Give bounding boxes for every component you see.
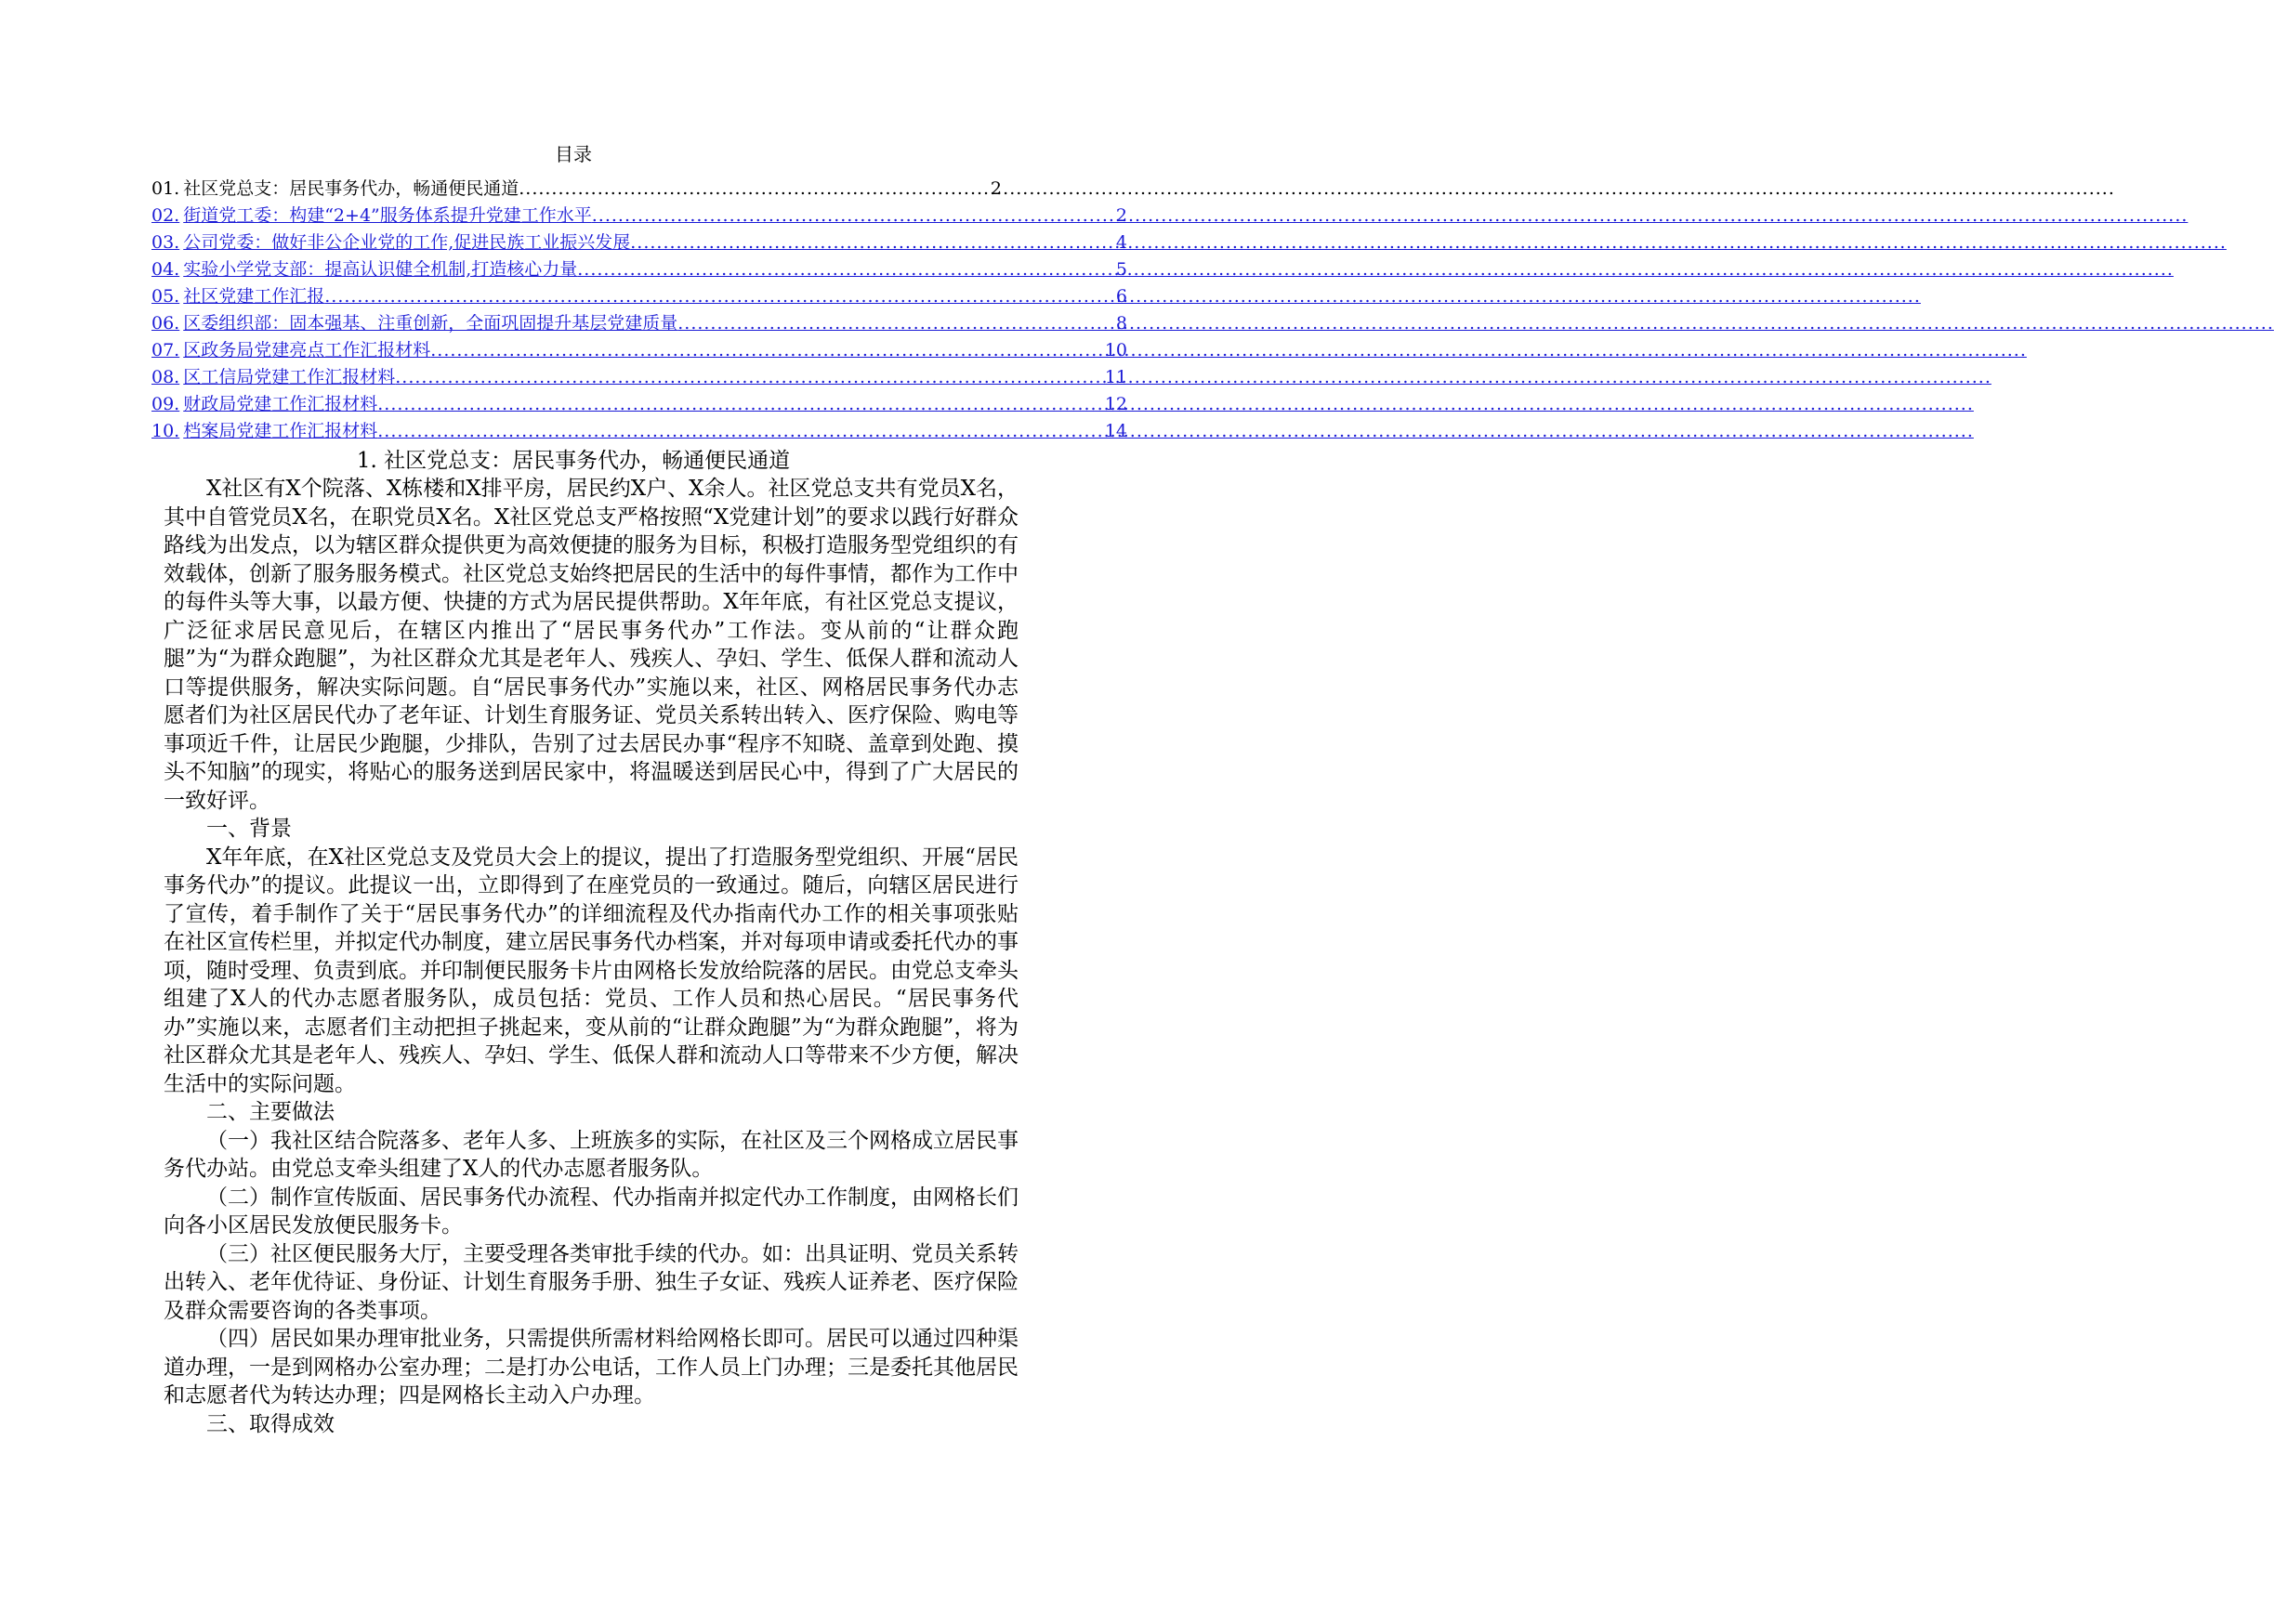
section-heading: 一、背景 — [206, 817, 292, 841]
toc-entry-2[interactable] — [151, 200, 1127, 227]
section-heading: 三、取得成效 — [206, 1411, 335, 1436]
toc-entry-page: 2 — [990, 178, 1002, 199]
toc-entry-number: 10. — [151, 421, 180, 441]
toc-leader-dots — [592, 204, 1114, 227]
toc-entry-page: 10 — [1104, 340, 1127, 360]
article-body — [164, 475, 1019, 1438]
toc-leader-dots — [677, 312, 1114, 334]
body-paragraph: X年年底，在X社区党总支及党员大会上的提议，提出了打造服务型党组织、开展“居民事务代办”的提议。此提议一出，立即得到了在座党员的一致通过。随后，向辖区居民进行了宣传，着手制作了关于“居民事务代办”的详细流程及代办指南代办工作的相关事项张贴在社区宣传栏里，并拟定代办制度，建立居民事务代办档案，并对每项申请或委托代办的事项，随时受理、负责到底。并印制便民服务卡片由网格长发放给院落的居民。由党总支牵头组建了X人的代办志愿者服务队，成员包括：党员、工作人员和热心居民。“居民事务代办”实施以来，志愿者们主动把担子挑起来，变从前的“让群众跑腿”为“为群众跑腿”，将为社区群众尤其是老年人、残疾人、孕妇、学生、低保人群和流动人口等带来不少方便，解决生活中的实际问题。 — [164, 845, 1019, 1096]
body-paragraph: （四）居民如果办理审批业务，只需提供所需材料给网格长即可。居民可以通过四种渠道办理，一是到网格办公室办理；二是打办公电话，工作人员上门办理；三是委托其他居民和志愿者代为转达办理；四是网格长主动入户办理。 — [164, 1327, 1019, 1408]
toc-entry-page: 11 — [1104, 367, 1127, 387]
toc-entry-5[interactable] — [151, 281, 1127, 308]
toc-entry-number: 09. — [151, 394, 180, 414]
toc-entry-4[interactable] — [151, 254, 1127, 281]
section-heading: 二、主要做法 — [206, 1100, 335, 1124]
toc-entry-8[interactable] — [151, 361, 1127, 388]
toc-entry-page: 6 — [1115, 286, 1127, 307]
toc-entry-title: 公司党委：做好非公企业党的工作,促进民族工业振兴发展 — [183, 232, 631, 253]
toc-entry-title: 财政局党建工作汇报材料 — [183, 394, 378, 414]
toc-entry-title: 社区党总支：居民事务代办，畅通便民通道 — [183, 178, 519, 199]
article-title: 1. 社区党总支：居民事务代办，畅通便民通道 — [356, 449, 791, 473]
toc-entry-page: 2 — [1115, 205, 1127, 226]
toc-entry-page: 12 — [1104, 394, 1127, 414]
toc-leader-dots — [377, 393, 1103, 415]
toc-entry-number: 05. — [151, 286, 180, 307]
toc-leader-dots — [324, 285, 1114, 308]
toc-leader-dots — [430, 339, 1103, 361]
toc-entry-9[interactable] — [151, 388, 1127, 415]
toc-entry-number: 06. — [151, 313, 180, 334]
toc-entry-title: 社区党建工作汇报 — [183, 286, 325, 307]
toc-entry-title: 区工信局党建工作汇报材料 — [183, 367, 396, 387]
body-paragraph: X社区有X个院落、X栋楼和X排平房，居民约X户、X余人。社区党总支共有党员X名，其中自管党员X名，在职党员X名。X社区党总支严格按照“X党建计划”的要求以践行好群众路线为出发点，以为辖区群众提供更为高效便捷的服务为目标，积极打造服务型党组织的有效载体，创新了服务服务模式。社区党总支始终把居民的生活中的每件事情，都作为工作中的每件头等大事，以最方便、快捷的方式为居民提供帮助。X年年底，有社区党总支提议，广泛征求居民意见后，在辖区内推出了“居民事务代办”工作法。变从前的“让群众跑腿”为“为群众跑腿”，为社区群众尤其是老年人、残疾人、孕妇、学生、低保人群和流动人口等提供服务，解决实际问题。自“居民事务代办”实施以来，社区、网格居民事务代办志愿者们为社区居民代办了老年证、计划生育服务证、党员关系转出转入、医疗保险、购电等事项近千件，让居民少跑腿，少排队，告别了过去居民办事“程序不知晓、盖章到处跑、摸头不知脑”的现实，将贴心的服务送到居民家中，将温暖送到居民心中，得到了广大居民的一致好评。 — [164, 477, 1019, 813]
toc-entry-number: 02. — [151, 205, 180, 226]
toc-leader-dots — [395, 366, 1103, 388]
toc-entry-number: 04. — [151, 259, 180, 280]
toc-title: 目录 — [555, 143, 592, 165]
toc-entry-page: 8 — [1115, 313, 1127, 334]
toc-entry-number: 01. — [151, 178, 180, 199]
toc-entry-title: 区政务局党建亮点工作汇报材料 — [183, 340, 431, 360]
toc-entry-title: 区委组织部：固本强基、注重创新，全面巩固提升基层党建质量 — [183, 313, 678, 334]
toc-entry-title: 街道党工委：构建“2+4”服务体系提升党建工作水平 — [183, 205, 592, 226]
toc-entry-7[interactable] — [151, 334, 1127, 361]
toc-entry-page: 5 — [1115, 259, 1127, 280]
toc-leader-dots — [377, 420, 1103, 442]
body-paragraph: （三）社区便民服务大厅，主要受理各类审批手续的代办。如：出具证明、党员关系转出转入、老年优待证、身份证、计划生育服务手册、独生子女证、残疾人证养老、医疗保险及群众需要咨询的各类事项。 — [164, 1241, 1019, 1323]
toc-entry-title: 实验小学党支部：提高认识健全机制,打造核心力量 — [183, 259, 578, 280]
toc-entry-title: 档案局党建工作汇报材料 — [183, 421, 378, 441]
body-paragraph: （一）我社区结合院落多、老年人多、上班族多的实际，在社区及三个网格成立居民事务代办站。由党总支牵头组建了X人的代办志愿者服务队。 — [164, 1128, 1019, 1181]
body-paragraph: （二）制作宣传版面、居民事务代办流程、代办指南并拟定代办工作制度，由网格长们向各小区居民发放便民服务卡。 — [164, 1185, 1019, 1238]
toc-entry-page: 4 — [1115, 232, 1127, 253]
toc-entry-6[interactable] — [151, 308, 1127, 334]
toc-entry-number: 08. — [151, 367, 180, 387]
toc-entry-page: 14 — [1104, 421, 1127, 441]
toc-leader-dots — [577, 258, 1114, 281]
toc-entry-1[interactable] — [151, 173, 1002, 200]
table-of-contents — [151, 173, 1127, 442]
toc-entry-10[interactable] — [151, 415, 1127, 442]
toc-leader-dots — [630, 231, 1114, 254]
toc-entry-number: 07. — [151, 340, 180, 360]
toc-leader-dots — [519, 177, 989, 200]
toc-entry-3[interactable] — [151, 227, 1127, 254]
toc-entry-number: 03. — [151, 232, 180, 253]
